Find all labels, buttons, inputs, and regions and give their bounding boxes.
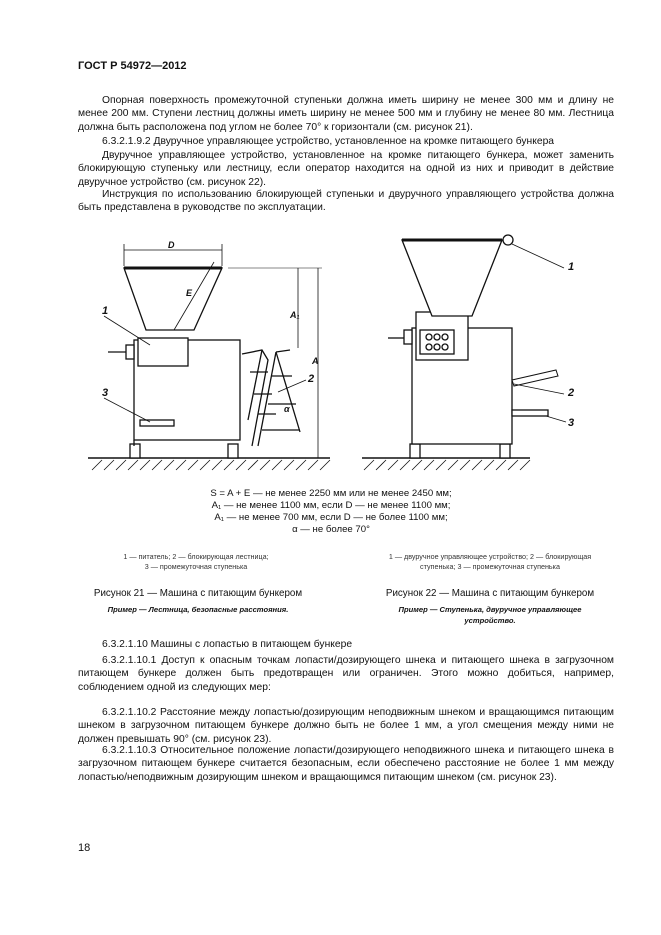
figure-21-caption: Рисунок 21 — Машина с питающим бункером	[93, 588, 303, 599]
label-D: D	[168, 240, 175, 250]
legend-line: 1 — двуручное управляющее устройство; 2 — блокирующая	[388, 552, 592, 561]
paragraph-two-hand-control: Двуручное управляющее устройство, установленное на кромке питающего бункера, может заменить блокирующую ступеньку или лестницу, если оператор находится на одной из них и приводит в действие двуручное устройство (см. рисунок 22).	[78, 150, 614, 188]
paragraph-relative-position: 6.3.2.1.10.3 Относительное положение лопасти/дозирующего неподвижного шнека и питающего шнека в загрузочном питающем бункере считается безопасным, если обеспечено расстояние не более 1 мм между лопастью/неподвижным дозирующим шнеком и вращающимся питающим шнеком (см. рисунок 23).	[78, 745, 614, 783]
figure-21-formula	[196, 488, 466, 536]
ground-hatching-22	[364, 460, 530, 470]
legend-line: 3 — промежуточная ступенька	[144, 562, 248, 571]
figure-21-drawing	[88, 244, 330, 470]
fig21-label-2: 2	[308, 373, 315, 385]
example-line: устройство.	[464, 616, 516, 625]
label-A1: A₁	[290, 310, 300, 320]
section-heading-6-3-2-1-9-2: 6.3.2.1.9.2 Двуручное управляющее устройство, установленное на кромке питающего бункера	[102, 136, 555, 147]
fig22-label-3: 3	[568, 417, 575, 429]
paragraph-step-dimensions: Опорная поверхность промежуточной ступеньки должна иметь ширину не менее 300 мм и длину не менее 200 мм. Ступени лестниц должны иметь ширину не менее 500 мм и глубину не менее 80 мм. Лестница должна быть расположена под углом не более 70° к горизонтали (см. рисунок 21).	[78, 95, 614, 133]
ground-hatching-21	[92, 460, 330, 470]
label-alpha: α	[284, 404, 290, 414]
fig22-label-2: 2	[568, 387, 575, 399]
figure-21-example: Пример — Лестница, безопасные расстояния.	[107, 605, 289, 614]
formula-line: A₁ — не менее 700 мм, если D — не более 1100 мм;	[214, 512, 448, 523]
example-line: Пример — Ступенька, двуручное управляющее	[398, 605, 582, 614]
label-E: E	[186, 288, 193, 298]
formula-line: S = A + E — не менее 2250 мм или не менее 2450 мм;	[210, 488, 452, 499]
fig22-label-1: 1	[568, 261, 575, 273]
paragraph-access-dangerous-points: 6.3.2.1.10.1 Доступ к опасным точкам лопасти/дозирующего шнека и питающего шнека в загрузочном питающем бункере должен быть предотвращен или ограничен. Этого можно добиться, например, соблюдением одной из следующих мер:	[78, 655, 614, 693]
figure-22-example	[360, 604, 620, 626]
label-A: A	[312, 356, 319, 366]
figure-21-legend	[96, 552, 296, 572]
fig21-label-1: 1	[102, 305, 109, 317]
fig21-label-3: 3	[102, 387, 109, 399]
figure-22-legend	[360, 552, 620, 572]
document-header: ГОСТ Р 54972—2012	[78, 60, 187, 72]
formula-line: α — не более 70°	[292, 524, 370, 535]
paragraph-instructions: Инструкция по использованию блокирующей ступеньки и двуручного управляющего устройства должна быть представлена в руководстве по эксплуатации.	[78, 189, 614, 214]
figure-22-drawing	[362, 235, 566, 470]
formula-line: A₁ — не менее 1100 мм, если D — не менее 1100 мм;	[211, 500, 451, 511]
legend-line: ступенька; 3 — промежуточная ступенька	[420, 562, 560, 571]
legend-line: 1 — питатель; 2 — блокирующая лестница;	[123, 552, 269, 561]
paragraph-distance-between-blades: 6.3.2.1.10.2 Расстояние между лопастью/дозирующим неподвижным шнеком и вращающимся питающим шнеком в загрузочном питающем бункере должно быть не более 1 мм, а угол смещения между ними не должен превышать 90° (см. рисунок 23).	[78, 707, 614, 745]
page-number: 18	[78, 842, 91, 854]
section-heading-6-3-2-1-10: 6.3.2.1.10 Машины с лопастью в питающем бункере	[102, 639, 353, 650]
figure-22-caption: Рисунок 22 — Машина с питающим бункером	[385, 588, 595, 599]
